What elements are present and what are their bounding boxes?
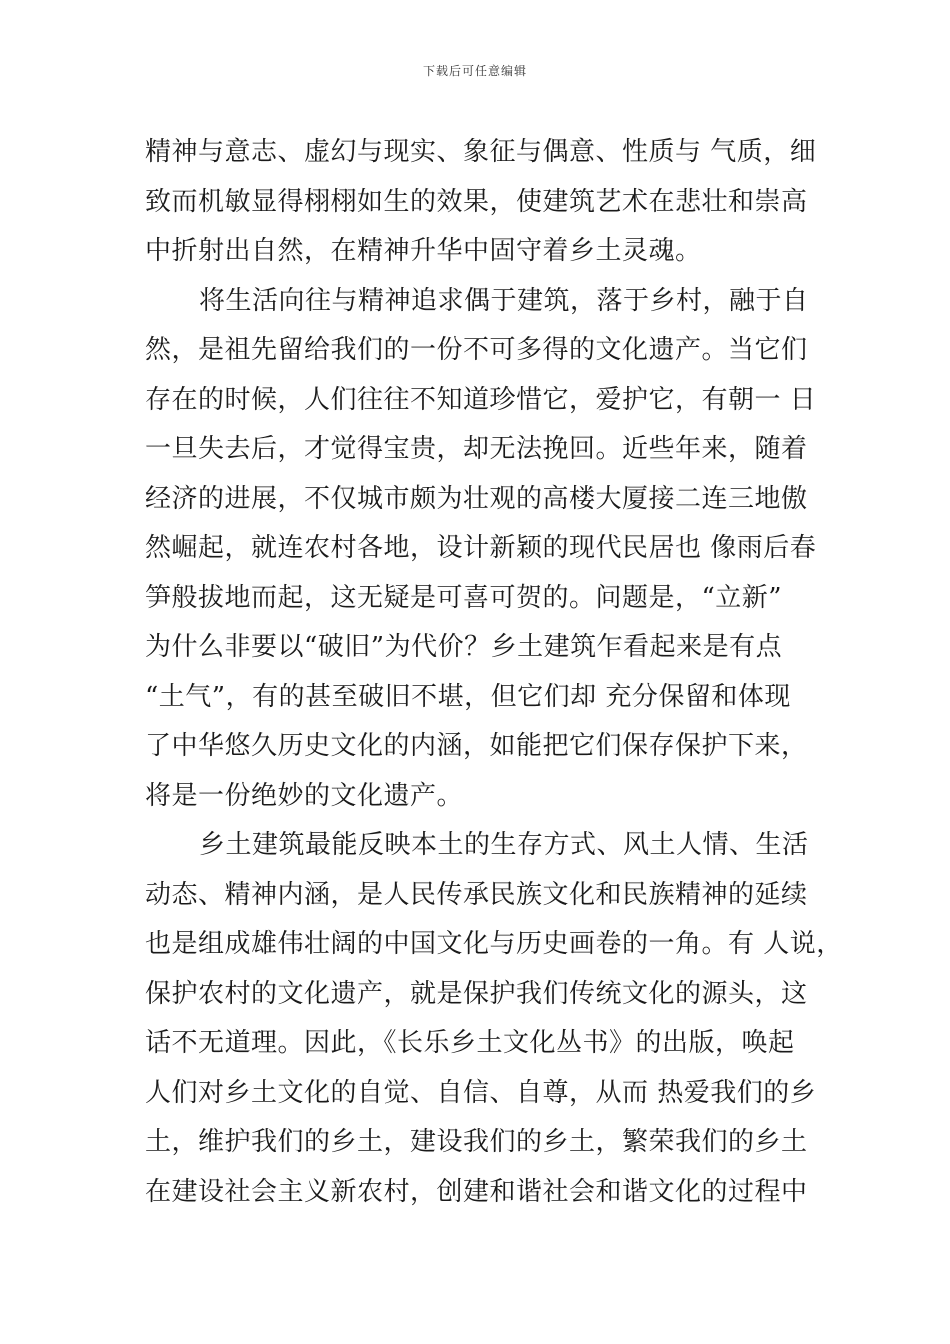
text-line: 将是一份绝妙的文化遗产。 bbox=[145, 780, 464, 811]
text-line: 话不无道理。因此，《长乐乡土文化丛书》的出版，唤起 bbox=[145, 1028, 795, 1058]
text-line: 经济的进展，不仅城市颇为壮观的高楼大厦接二连三地傲 bbox=[145, 483, 808, 514]
page-header: 下载后可任意编辑 bbox=[422, 64, 527, 78]
text-line: 为什么非要以“破旧”为代价？乡土建筑乍看起来是有点 bbox=[145, 632, 783, 662]
body-text bbox=[145, 128, 843, 1217]
text-line: 保护农村的文化遗产，就是保护我们传统文化的源头，这 bbox=[145, 978, 808, 1009]
text-line: 致而机敏显得栩栩如生的效果，使建筑艺术在悲壮和崇高 bbox=[145, 186, 808, 217]
paragraph-start-line: 将生活向往与精神追求偶于建筑，落于乡村，融于自 bbox=[199, 285, 809, 316]
text-line: 土，维护我们的乡土，建设我们的乡土，繁荣我们的乡土 bbox=[145, 1127, 808, 1157]
text-line: 也是组成雄伟壮阔的中国文化与历史画卷的一角。有 人说， bbox=[145, 929, 843, 959]
paragraph-start-line: 乡土建筑最能反映本土的生存方式、风土人情、生活 bbox=[199, 830, 809, 860]
text-line: 中折射出自然，在精神升华中固守着乡土灵魂。 bbox=[145, 236, 702, 266]
text-line: 人们对乡土文化的自觉、自信、自尊，从而 热爱我们的乡 bbox=[145, 1077, 817, 1108]
text-line: 然崛起，就连农村各地，设计新颖的现代民居也 像雨后春 bbox=[145, 533, 817, 563]
text-line: 然，是祖先留给我们的一份不可多得的文化遗产。当它们 bbox=[145, 335, 808, 365]
text-line: “土气”，有的甚至破旧不堪，但它们却 充分保留和体现 bbox=[145, 681, 791, 712]
text-line: 动态、精神内涵，是人民传承民族文化和民族精神的延续 bbox=[145, 879, 808, 910]
text-line: 精神与意志、虚幻与现实、象征与偶意、性质与 气质，细 bbox=[145, 137, 817, 167]
text-line: 一旦失去后，才觉得宝贵，却无法挽回。近些年来，随着 bbox=[145, 434, 808, 464]
text-line: 笋般拔地而起，这无疑是可喜可贺的。问题是，“立新” bbox=[145, 582, 783, 613]
text-line: 了中华悠久历史文化的内涵，如能把它们保存保护下来， bbox=[145, 731, 808, 761]
text-line: 在建设社会主义新农村，创建和谐社会和谐文化的过程中 bbox=[145, 1176, 808, 1207]
text-line: 存在的时候，人们往往不知道珍惜它，爱护它，有朝一 日 bbox=[145, 384, 817, 415]
